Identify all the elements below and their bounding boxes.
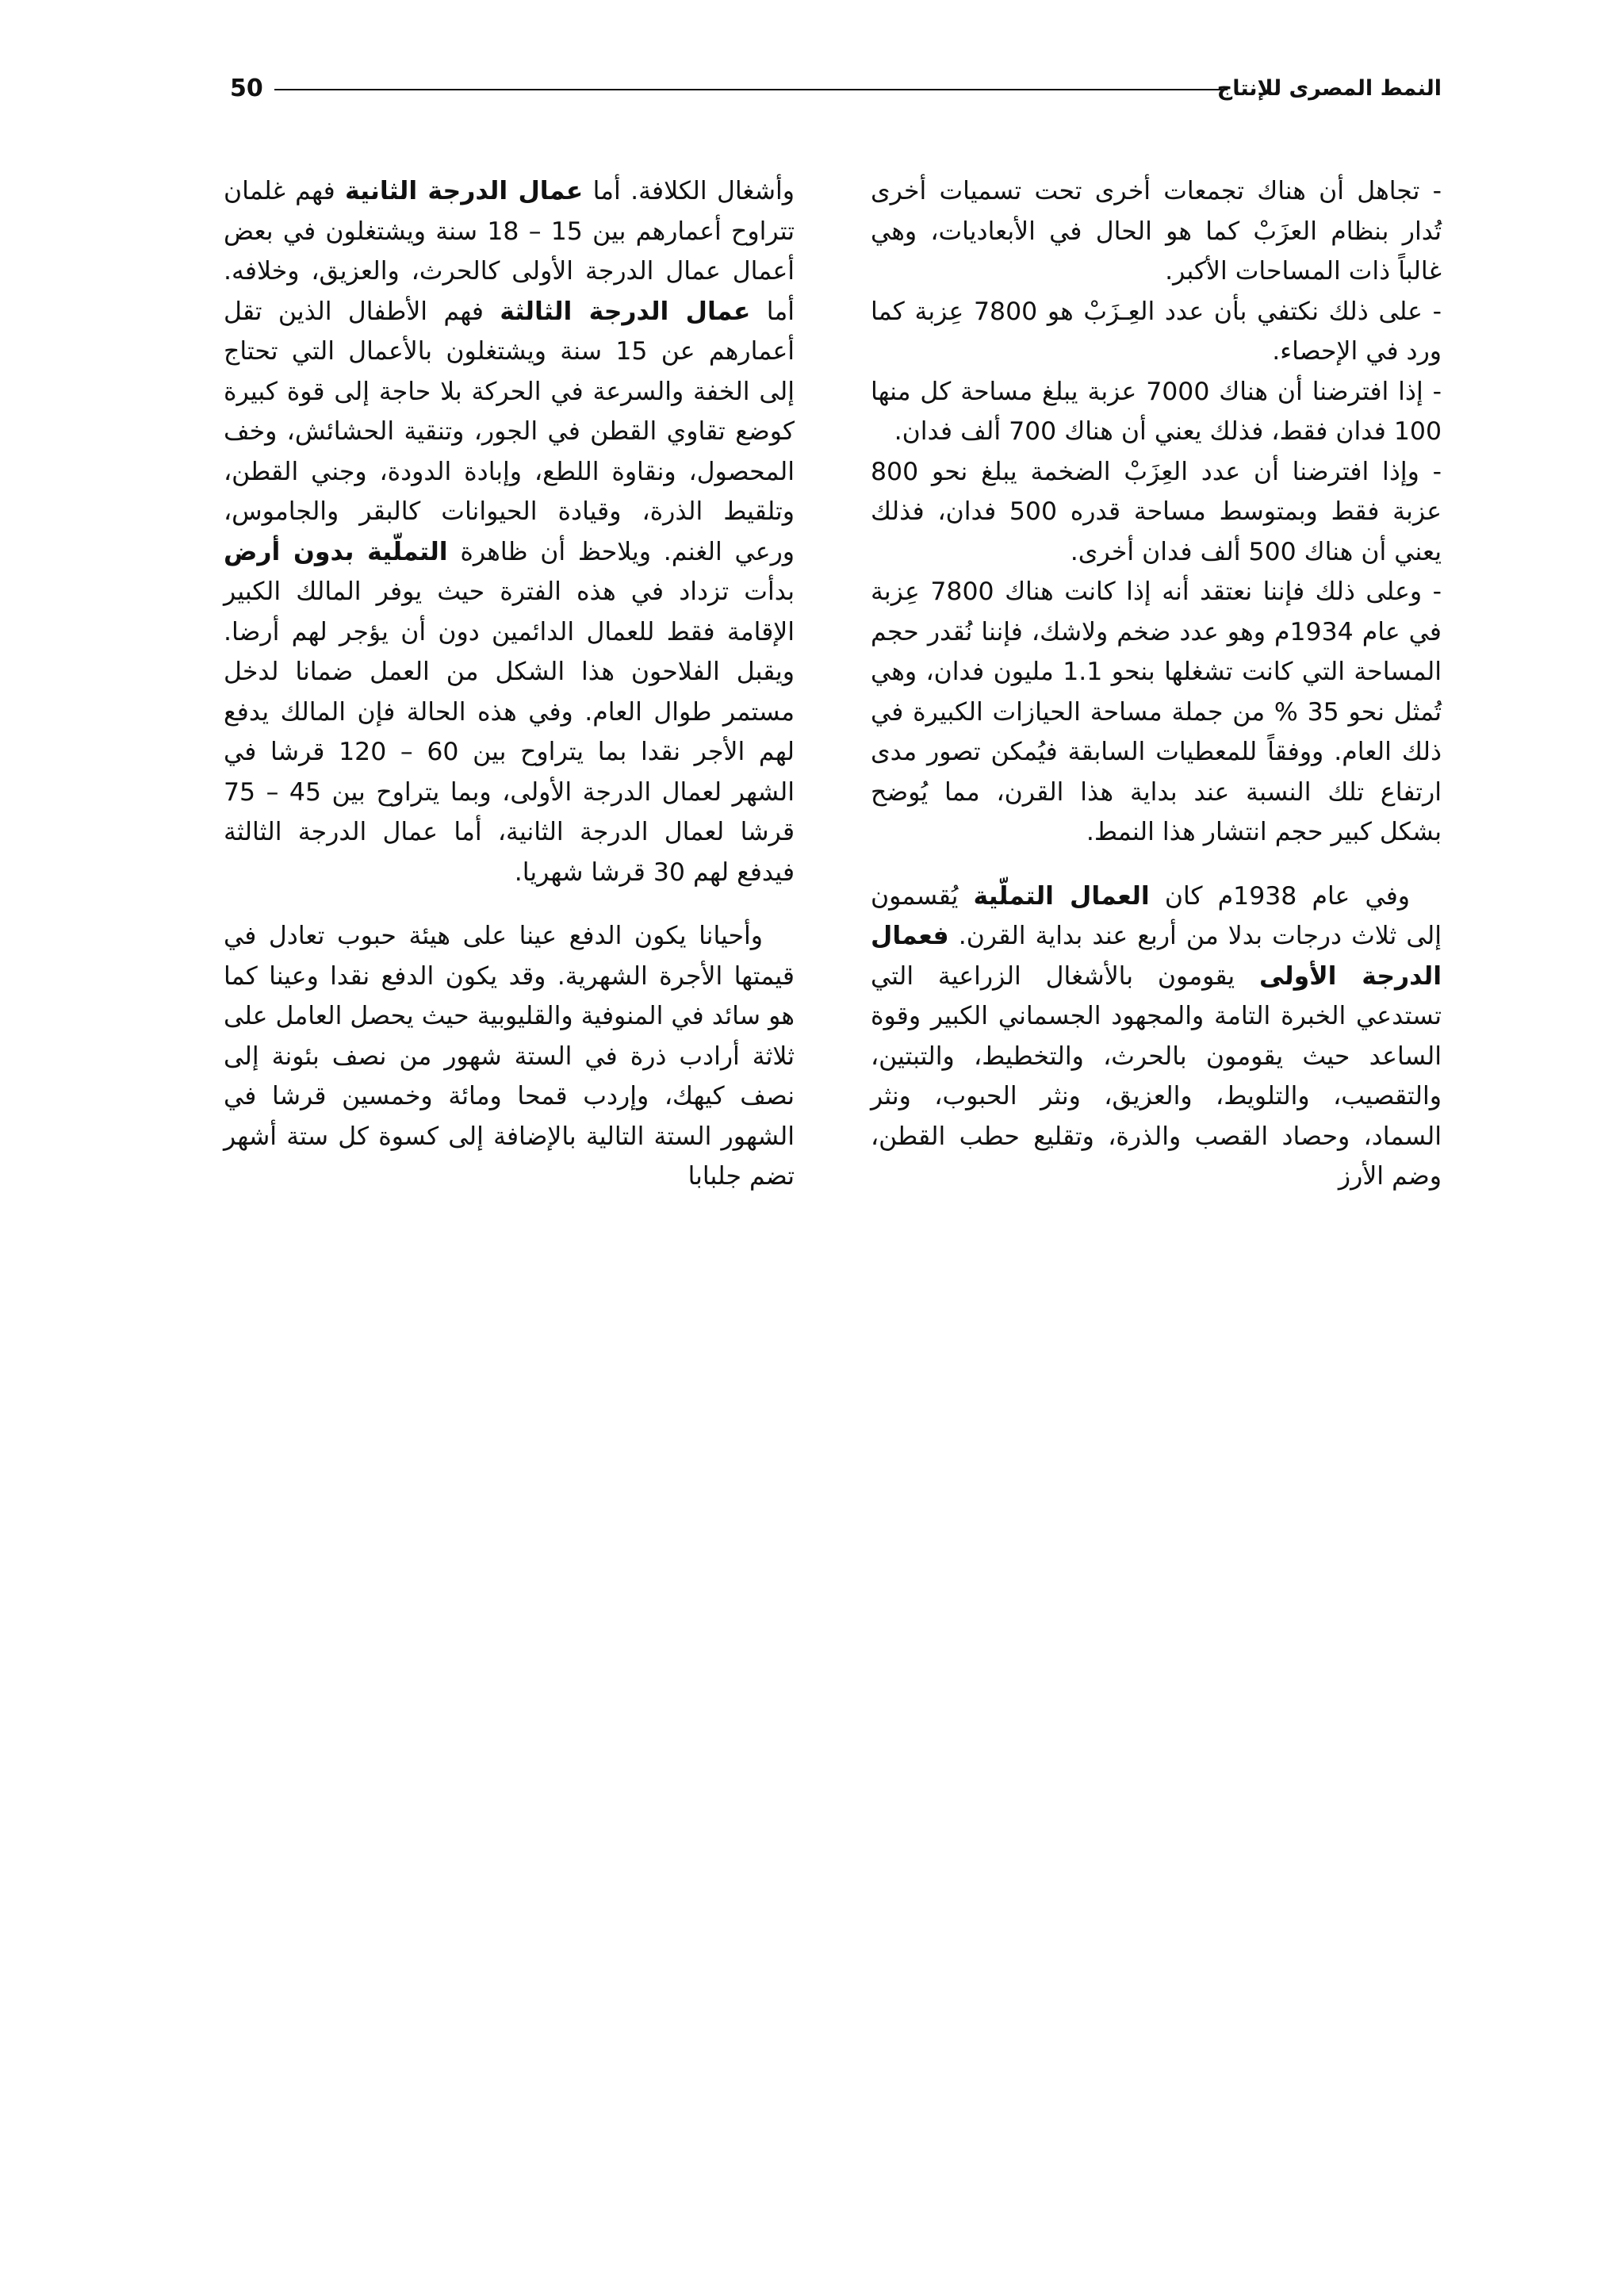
- bold-term: التملّية بدون أرض: [224, 537, 448, 566]
- paragraph-payment-in-kind: وأحيانا يكون الدفع عينا على هيئة حبوب تعادل في قيمتها الأجرة الشهرية. وقد يكون الدفع نقدا وعينا كما هو سائد في المنوفية والقليوبية حيث يحصل العامل على ثلاثة أرادب ذرة في الستة شهور من نصف بئونة إلى نصف كيهك، وإردب قمحا ومائة وخمسين قرشا في الشهور الستة التالية بالإضافة إلى كسوة كل ستة أشهر تضم جلبابا: [224, 922, 795, 1191]
- paragraph-bullet-1: - تجاهل أن هناك تجمعات أخرى تحت تسميات أخرى تُدار بنظام العزَبْ كما هو الحال في الأبعاديات، وهي غالباً ذات المساحات الأكبر.: [871, 177, 1442, 286]
- header-rule: [274, 89, 1228, 90]
- paragraph-bullet-3: - إذا افترضنا أن هناك 7000 عزبة يبلغ مساحة كل منها 100 فدان فقط، فذلك يعني أن هناك 700 ألف فدان.: [871, 377, 1442, 446]
- paragraph-bullet-2: - على ذلك نكتفي بأن عدد العِـزَبْ هو 7800 عِزبة كما ورد في الإحصاء.: [871, 297, 1442, 366]
- page-number: 50: [230, 75, 263, 102]
- bold-term: عمال الدرجة الثالثة: [500, 297, 751, 326]
- bold-term: العمال التملّية: [973, 881, 1150, 911]
- bold-term: عمال الدرجة الثانية: [345, 177, 584, 205]
- paragraph-grades-continued: وأشغال الكلافة. أما عمال الدرجة الثانية فهم غلمان تتراوح أعمارهم بين 15 – 18 سنة ويشتغلون في بعض أعمال عمال الدرجة الأولى كالحرث، والعزيق، وخلافه. أما عمال الدرجة الثالثة فهم الأطفال الذين تقل أعمارهم عن 15 سنة ويشتغلون بالأعمال التي تحتاج إلى الخفة والسرعة في الحركة بلا حاجة إلى قوة كبيرة كوضع تقاوي القطن في الجور، وتنقية الحشائش، وخف المحصول، ونقاوة اللطع، وإبادة الدودة، وجني القطن، وتلقيط الذرة، وقيادة الحيوانات كالبقر والجاموس، ورعي الغنم. ويلاحظ أن ظاهرة التملّية بدون أرض بدأت تزداد في هذه الفترة حيث يوفر المالك الكبير الإقامة فقط للعمال الدائمين دون أن يؤجر لهم أرضا. ويقبل الفلاحون هذا الشكل من العمل ضمانا لدخل مستمر طوال العام. وفي هذه الحالة فإن المالك يدفع لهم الأجر نقدا بما يتراوح بين 60 – 120 قرشا في الشهر لعمال الدرجة الأولى، وبما يتراوح بين 45 – 75 قرشا لعمال الدرجة الثانية، أما عمال الدرجة الثالثة فيدفع لهم 30 قرشا شهريا.: [224, 177, 795, 887]
- paragraph-labor-grades: وفي عام 1938م كان العمال التملّية يُقسمون إلى ثلاث درجات بدلا من أربع عند بداية القرن. فعمال الدرجة الأولى يقومون بالأشغال الزراعية التي تستدعي الخبرة التامة والمجهود الجسماني الكبير وقوة الساعد حيث يقومون بالحرث، والتخطيط، والتبتين، والتقصيب، والتلويط، والعزيق، ونثر الحبوب، ونثر السماد، وحصاد القصب والذرة، وتقليع حطب القطن، وضم الأرز: [871, 881, 1442, 1191]
- paragraph-bullet-4: - وإذا افترضنا أن عدد العِزَبْ الضخمة يبلغ نحو 800 عزبة فقط وبمتوسط مساحة قدره 500 فدان، فذلك يعني أن هناك 500 ألف فدان أخرى.: [871, 457, 1442, 566]
- paragraph-bullet-5: - وعلى ذلك فإننا نعتقد أنه إذا كانت هناك 7800 عِزبة في عام 1934م وهو عدد ضخم ولاشك، فإننا نُقدر حجم المساحة التي كانت تشغلها بنحو 1.1 مليون فدان، وهي تُمثل نحو 35 % من جملة مساحة الحيازات الكبيرة في ذلك العام. ووفقاً للمعطيات السابقة فيُمكن تصور مدى ارتفاع تلك النسبة عند بداية هذا القرن، مما يُوضح بشكل كبير حجم انتشار هذا النمط.: [871, 577, 1442, 846]
- left-column: [224, 171, 795, 1197]
- running-title: النمط المصرى للإنتاج: [1216, 76, 1442, 101]
- right-column: [871, 171, 1442, 1197]
- bold-term: فعمال الدرجة الأولى: [871, 922, 1442, 991]
- page-header: [230, 67, 1442, 111]
